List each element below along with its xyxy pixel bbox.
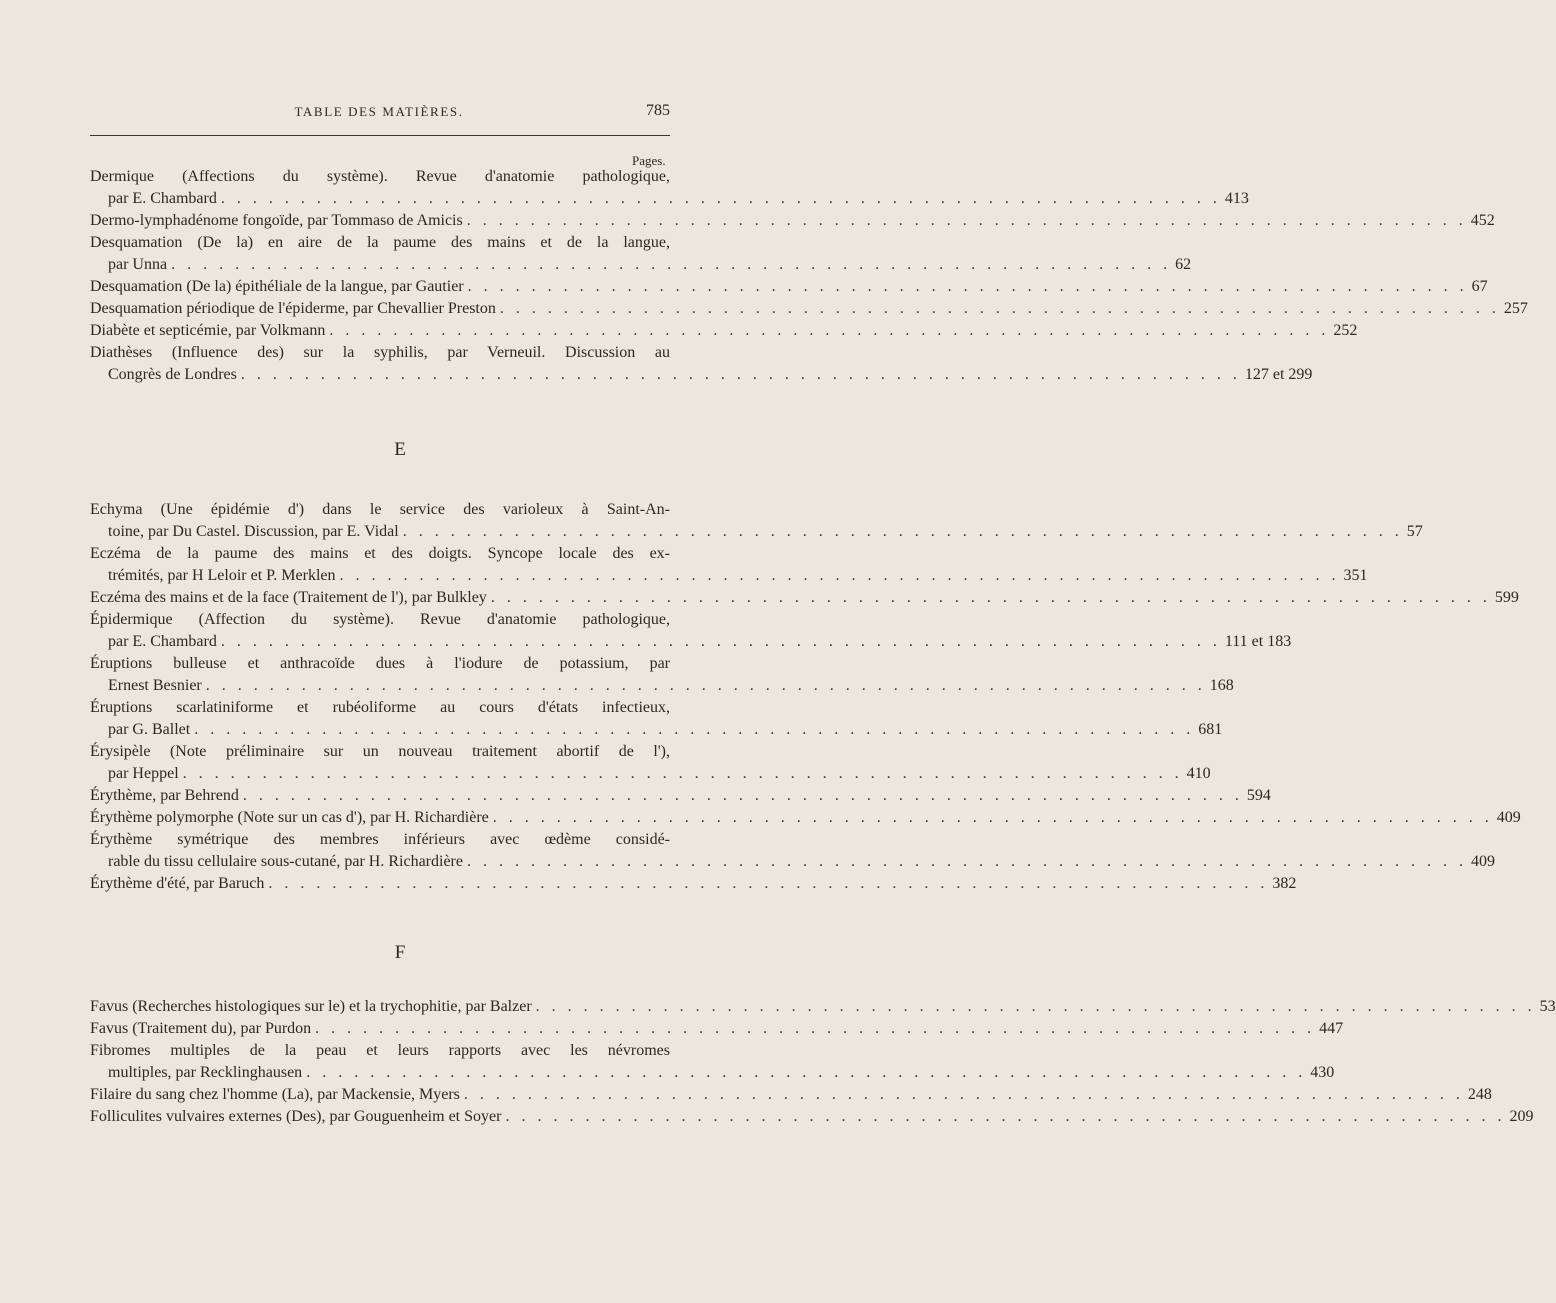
entry-text: Filaire du sang chez l'homme (La), par Mackensie, Myers xyxy=(90,1086,460,1103)
entry-text: Eczéma de la paume des mains et des doigts. Syncope locale des ex- xyxy=(90,545,670,562)
dot-leader: . . . . . . . . . . . . . . . . . . . . . . . . . . . . . . . . . . . . . . . . . . . . . . . . . . . . . . . . . . . . . . . xyxy=(492,809,1493,826)
entry-line xyxy=(90,829,670,851)
entry-last-line xyxy=(90,364,1313,386)
entry-page-number: 681 xyxy=(1198,721,1223,738)
index-entry xyxy=(90,996,1556,1018)
entry-text: Desquamation (De la) en aire de la paume des mains et de la langue, xyxy=(90,234,670,251)
index-entry xyxy=(90,320,1358,342)
entry-text: Favus (Recherches histologiques sur le) et la trychophitie, par Balzer xyxy=(90,998,532,1015)
entry-line xyxy=(90,697,670,719)
entry-page-number: 62 xyxy=(1175,256,1192,273)
dot-leader: . . . . . . . . . . . . . . . . . . . . . . . . . . . . . . . . . . . . . . . . . . . . . . . . . . . . . . . . . . . . . . . xyxy=(467,278,1468,295)
entry-page-number: 413 xyxy=(1224,190,1249,207)
entry-line xyxy=(90,741,670,763)
header-rule xyxy=(90,135,670,136)
entry-text: rable du tissu cellulaire sous-cutané, par H. Richardière xyxy=(108,853,463,870)
running-title: TABLE DES MATIÈRES. xyxy=(294,104,464,119)
entry-line xyxy=(90,166,670,188)
entry-last-line xyxy=(90,188,1249,210)
entry-last-line xyxy=(90,1018,1344,1040)
entry-page-number: 111 et 183 xyxy=(1224,633,1292,650)
entry-last-line xyxy=(90,785,1271,807)
running-head xyxy=(88,102,670,124)
index-entry xyxy=(90,1106,1534,1128)
entry-last-line xyxy=(90,807,1521,829)
entry-page-number: 452 xyxy=(1470,212,1495,229)
index-entry xyxy=(90,807,1521,829)
dot-leader: . . . . . . . . . . . . . . . . . . . . . . . . . . . . . . . . . . . . . . . . . . . . . . . . . . . . . . . . . . . . . . . xyxy=(466,853,1467,870)
entry-text: Diabète et septicémie, par Volkmann xyxy=(90,322,326,339)
entry-page-number: 351 xyxy=(1343,567,1368,584)
entry-last-line xyxy=(90,996,1556,1018)
entry-text: par G. Ballet xyxy=(108,721,191,738)
dot-leader: . . . . . . . . . . . . . . . . . . . . . . . . . . . . . . . . . . . . . . . . . . . . . . . . . . . . . . . . . . . . . . . xyxy=(242,787,1243,804)
index-entry xyxy=(90,697,1223,741)
entry-last-line xyxy=(90,719,1223,741)
entry-text: Érysipèle (Note préliminaire sur un nouveau traitement abortif de l'), xyxy=(90,743,670,760)
entry-last-line xyxy=(90,1084,1492,1106)
dot-leader: . . . . . . . . . . . . . . . . . . . . . . . . . . . . . . . . . . . . . . . . . . . . . . . . . . . . . . . . . . . . . . . xyxy=(240,366,1241,383)
entry-last-line xyxy=(90,873,1297,895)
entry-text: Érythème symétrique des membres inférieurs avec œdème considé- xyxy=(90,831,670,848)
entry-last-line xyxy=(90,565,1368,587)
entry-last-line xyxy=(90,276,1488,298)
entry-text: Érythème, par Behrend xyxy=(90,787,239,804)
entry-text: par Unna xyxy=(108,256,168,273)
entry-last-line xyxy=(90,675,1234,697)
index-entry xyxy=(90,210,1495,232)
entry-text: Desquamation périodique de l'épiderme, par Chevallier Preston xyxy=(90,300,496,317)
entries-e xyxy=(90,499,1521,895)
entry-text: Desquamation (De la) épithéliale de la langue, par Gautier xyxy=(90,278,464,295)
entry-page-number: 67 xyxy=(1471,278,1488,295)
entry-page-number: 257 xyxy=(1503,300,1528,317)
index-entry xyxy=(90,1040,1335,1084)
page-number: 785 xyxy=(646,102,670,119)
dot-leader: . . . . . . . . . . . . . . . . . . . . . . . . . . . . . . . . . . . . . . . . . . . . . . . . . . . . . . . . . . . . . . . xyxy=(194,721,1195,738)
entry-text: multiples, par Recklinghausen xyxy=(108,1064,303,1081)
dot-leader: . . . . . . . . . . . . . . . . . . . . . . . . . . . . . . . . . . . . . . . . . . . . . . . . . . . . . . . . . . . . . . . xyxy=(306,1064,1307,1081)
dot-leader: . . . . . . . . . . . . . . . . . . . . . . . . . . . . . . . . . . . . . . . . . . . . . . . . . . . . . . . . . . . . . . . xyxy=(466,212,1467,229)
index-entry xyxy=(90,166,1249,210)
index-entry xyxy=(90,609,1292,653)
index-entry xyxy=(90,829,1495,873)
entry-text: Fibromes multiples de la peau et leurs rapports avec les névromes xyxy=(90,1042,670,1059)
index-entry xyxy=(90,1018,1344,1040)
index-entry xyxy=(90,873,1297,895)
index-entry xyxy=(90,653,1234,697)
dot-leader: . . . . . . . . . . . . . . . . . . . . . . . . . . . . . . . . . . . . . . . . . . . . . . . . . . . . . . . . . . . . . . . xyxy=(499,300,1500,317)
entry-text: Dermique (Affections du système). Revue d'anatomie pathologique, xyxy=(90,168,670,185)
entry-text: Ernest Besnier xyxy=(108,677,202,694)
entry-page-number: 57 xyxy=(1406,523,1423,540)
entry-line xyxy=(90,499,670,521)
index-entry xyxy=(90,741,1211,785)
dot-leader: . . . . . . . . . . . . . . . . . . . . . . . . . . . . . . . . . . . . . . . . . . . . . . . . . . . . . . . . . . . . . . . xyxy=(535,998,1536,1015)
index-entry xyxy=(90,499,1423,543)
pages-column-label: Pages. xyxy=(632,153,666,168)
entry-page-number: 447 xyxy=(1319,1020,1344,1037)
entry-page-number: 53 xyxy=(1539,998,1556,1015)
entry-last-line xyxy=(90,521,1423,543)
entry-last-line xyxy=(90,1062,1335,1084)
entry-line xyxy=(90,1040,670,1062)
index-entry xyxy=(90,1084,1492,1106)
entry-text: Érythème d'été, par Baruch xyxy=(90,875,265,892)
entry-last-line xyxy=(90,763,1211,785)
entry-line xyxy=(90,609,670,631)
entry-page-number: 252 xyxy=(1333,322,1358,339)
index-entry xyxy=(90,543,1368,587)
entry-page-number: 168 xyxy=(1209,677,1234,694)
entry-last-line xyxy=(90,298,1528,320)
entry-text: Dermo-lymphadénome fongoïde, par Tommaso de Amicis xyxy=(90,212,463,229)
section-letter-f: F xyxy=(394,942,406,963)
entry-line xyxy=(90,342,670,364)
entries-d xyxy=(90,166,1528,386)
entry-page-number: 127 et 299 xyxy=(1244,366,1313,383)
entry-text: par E. Chambard xyxy=(108,633,217,650)
index-entry xyxy=(90,298,1528,320)
entry-page-number: 430 xyxy=(1310,1064,1335,1081)
entry-text: Diathèses (Influence des) sur la syphilis, par Verneuil. Discussion au xyxy=(90,344,670,361)
entry-last-line xyxy=(90,631,1292,653)
section-letter-e: E xyxy=(394,439,406,460)
entry-last-line xyxy=(90,1106,1534,1128)
dot-leader: . . . . . . . . . . . . . . . . . . . . . . . . . . . . . . . . . . . . . . . . . . . . . . . . . . . . . . . . . . . . . . . xyxy=(463,1086,1464,1103)
entry-page-number: 409 xyxy=(1470,853,1495,870)
entry-text: Echyma (Une épidémie d') dans le service des varioleux à Saint-An- xyxy=(90,501,670,518)
entry-page-number: 248 xyxy=(1467,1086,1492,1103)
dot-leader: . . . . . . . . . . . . . . . . . . . . . . . . . . . . . . . . . . . . . . . . . . . . . . . . . . . . . . . . . . . . . . . xyxy=(490,589,1491,606)
dot-leader: . . . . . . . . . . . . . . . . . . . . . . . . . . . . . . . . . . . . . . . . . . . . . . . . . . . . . . . . . . . . . . . xyxy=(182,765,1183,782)
entry-page-number: 382 xyxy=(1272,875,1297,892)
entry-page-number: 409 xyxy=(1496,809,1521,826)
dot-leader: . . . . . . . . . . . . . . . . . . . . . . . . . . . . . . . . . . . . . . . . . . . . . . . . . . . . . . . . . . . . . . . xyxy=(220,190,1221,207)
index-entry xyxy=(90,342,1313,386)
entry-text: Éruptions scarlatiniforme et rubéoliforme au cours d'états infectieux, xyxy=(90,699,670,716)
entry-text: Folliculites vulvaires externes (Des), par Gouguenheim et Soyer xyxy=(90,1108,502,1125)
entry-last-line xyxy=(90,851,1495,873)
dot-leader: . . . . . . . . . . . . . . . . . . . . . . . . . . . . . . . . . . . . . . . . . . . . . . . . . . . . . . . . . . . . . . . xyxy=(402,523,1403,540)
index-entry xyxy=(90,587,1519,609)
entry-text: Érythème polymorphe (Note sur un cas d'), par H. Richardière xyxy=(90,809,489,826)
entry-last-line xyxy=(90,210,1495,232)
index-entry xyxy=(90,276,1488,298)
dot-leader: . . . . . . . . . . . . . . . . . . . . . . . . . . . . . . . . . . . . . . . . . . . . . . . . . . . . . . . . . . . . . . . xyxy=(315,1020,1316,1037)
dot-leader: . . . . . . . . . . . . . . . . . . . . . . . . . . . . . . . . . . . . . . . . . . . . . . . . . . . . . . . . . . . . . . . xyxy=(339,567,1340,584)
dot-leader: . . . . . . . . . . . . . . . . . . . . . . . . . . . . . . . . . . . . . . . . . . . . . . . . . . . . . . . . . . . . . . . xyxy=(171,256,1172,273)
entry-line xyxy=(90,232,670,254)
entry-text: Favus (Traitement du), par Purdon xyxy=(90,1020,312,1037)
entry-line xyxy=(90,543,670,565)
entry-last-line xyxy=(90,587,1519,609)
entry-text: trémités, par H Leloir et P. Merklen xyxy=(108,567,336,584)
entry-text: Eczéma des mains et de la face (Traitement de l'), par Bulkley xyxy=(90,589,487,606)
dot-leader: . . . . . . . . . . . . . . . . . . . . . . . . . . . . . . . . . . . . . . . . . . . . . . . . . . . . . . . . . . . . . . . xyxy=(268,875,1269,892)
dot-leader: . . . . . . . . . . . . . . . . . . . . . . . . . . . . . . . . . . . . . . . . . . . . . . . . . . . . . . . . . . . . . . . xyxy=(329,322,1330,339)
entry-line xyxy=(90,653,670,675)
index-entry xyxy=(90,232,1192,276)
entry-page-number: 599 xyxy=(1494,589,1519,606)
entry-page-number: 594 xyxy=(1246,787,1271,804)
entry-page-number: 410 xyxy=(1186,765,1211,782)
dot-leader: . . . . . . . . . . . . . . . . . . . . . . . . . . . . . . . . . . . . . . . . . . . . . . . . . . . . . . . . . . . . . . . xyxy=(205,677,1206,694)
entry-last-line xyxy=(90,320,1358,342)
entry-text: Épidermique (Affection du système). Revue d'anatomie pathologique, xyxy=(90,611,670,628)
entry-text: Congrès de Londres xyxy=(108,366,237,383)
entry-page-number: 209 xyxy=(1509,1108,1534,1125)
entry-text: Éruptions bulleuse et anthracoïde dues à l'iodure de potassium, par xyxy=(90,655,670,672)
dot-leader: . . . . . . . . . . . . . . . . . . . . . . . . . . . . . . . . . . . . . . . . . . . . . . . . . . . . . . . . . . . . . . . xyxy=(220,633,1221,650)
entry-text: par Heppel xyxy=(108,765,179,782)
index-entry xyxy=(90,785,1271,807)
entry-text: par E. Chambard xyxy=(108,190,217,207)
entry-text: toine, par Du Castel. Discussion, par E. Vidal xyxy=(108,523,399,540)
entries-f xyxy=(90,996,1556,1128)
entry-last-line xyxy=(90,254,1192,276)
dot-leader: . . . . . . . . . . . . . . . . . . . . . . . . . . . . . . . . . . . . . . . . . . . . . . . . . . . . . . . . . . . . . . . xyxy=(505,1108,1506,1125)
